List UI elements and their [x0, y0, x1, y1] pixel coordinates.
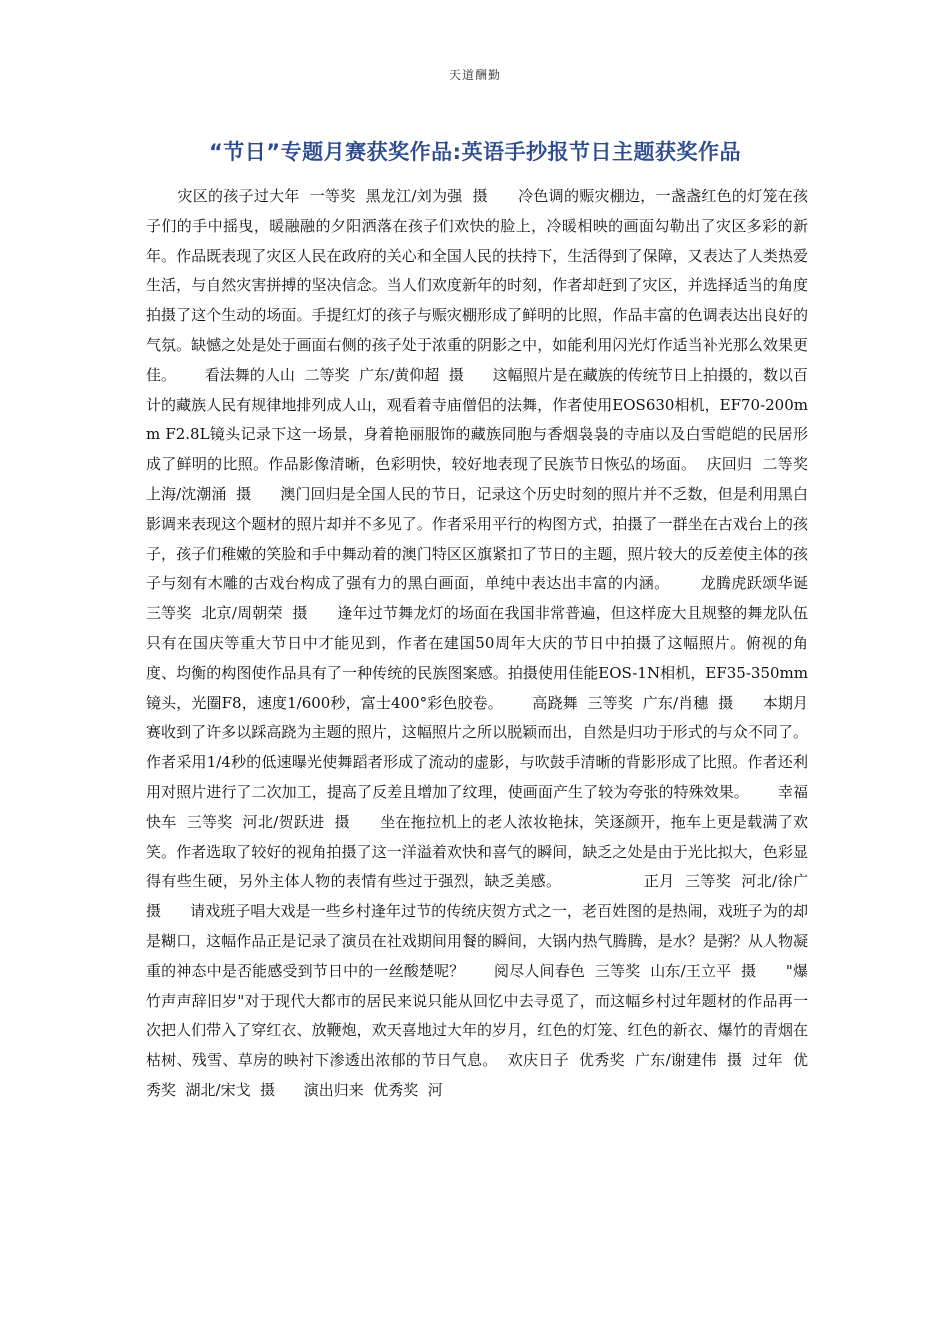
document-body-paragraph: 灾区的孩子过大年 一等奖 黑龙江/刘为强 摄 冷色调的赈灾棚边，一盏盏红色的灯笼在孩子们的手中摇曳，暖融融的夕阳洒落在孩子们欢快的脸上，冷暖相映的画面勾勒出了灾区多彩的新年。作品既表现了灾区人民在政府的关心和全国人民的扶持下，生活得到了保障，又表达了人类热爱生活，与自然灾害拼搏的坚决信念。当人们欢度新年的时刻，作者却赶到了灾区，并选择适当的角度拍摄了这个生动的场面。手提红灯的孩子与赈灾棚形成了鲜明的比照，作品丰富的色调表达出良好的气氛。缺憾之处是处于画面右侧的孩子处于浓重的阴影之中，如能利用闪光灯作适当补光那么效果更佳。 看法舞的人山 二等奖 广东/黄仰超 摄 这幅照片是在藏族的传统节日上拍摄的，数以百计的藏族人民有规律地排列成人山，观看着寺庙僧侣的法舞，作者使用EOS630相机，EF70-200mm F2.8L镜头记录下这一场景，身着艳丽服饰的藏族同胞与香烟袅袅的寺庙以及白雪皑皑的民居形成了鲜明的比照。作品影像清晰，色彩明快，较好地表现了民族节日恢弘的场面。 庆回归 二等奖 上海/沈潮涌 摄 澳门回归是全国人民的节日，记录这个历史时刻的照片并不乏数，但是利用黑白影调来表现这个题材的照片却并不多见了。作者采用平行的构图方式，拍摄了一群坐在古戏台上的孩子，孩子们稚嫩的笑脸和手中舞动着的澳门特区区旗紧扣了节日的主题，照片较大的反差使主体的孩子与刻有木雕的古戏台构成了强有力的黑白画面，单纯中表达出丰富的内涵。 龙腾虎跃颂华诞 三等奖 北京/周朝荣 摄 逢年过节舞龙灯的场面在我国非常普遍，但这样庞大且规整的舞龙队伍只有在国庆等重大节日中才能见到，作者在建国50周年大庆的节日中拍摄了这幅照片。俯视的角度、均衡的构图使作品具有了一种传统的民族图案感。拍摄使用佳能EOS-1N相机，EF35-350mm镜头，光圈F8，速度1/600秒，富士400°彩色胶卷。 高跷舞 三等奖 广东/肖穗 摄 本期月赛收到了许多以踩高跷为主题的照片，这幅照片之所以脱颖而出，自然是归功于形式的与众不同了。作者采用1/4秒的低速曝光使舞蹈者形成了流动的虚影，与吹鼓手清晰的背影形成了比照。作者还利用对照片进行了二次加工，提高了反差且增加了纹理，使画面产生了较为夸张的特殊效果。 幸福快车 三等奖 河北/贺跃进 摄 坐在拖拉机上的老人浓妆艳抹，笑逐颜开，拖车上更是载满了欢笑。作者选取了较好的视角拍摄了这一洋溢着欢快和喜气的瞬间，缺乏之处是由于光比拟大，色彩显得有些生硬，另外主体人物的表情有些过于强烈，缺乏美感。 正月 三等奖 河北/徐广 摄 请戏班子唱大戏是一些乡村逢年过节的传统庆贺方式之一，老百姓图的是热闹，戏班子为的却是糊口，这幅作品正是记录了演员在社戏期间用餐的瞬间，大锅内热气腾腾，是水？是粥？从人物凝重的神态中是否能感受到节日中的一丝酸楚呢？ 阅尽人间春色 三等奖 山东/王立平 摄 "爆竹声声辞旧岁"对于现代大都市的居民来说只能从回忆中去寻觅了，而这幅乡村过年题材的作品再一次把人们带入了穿红衣、放鞭炮，欢天喜地过大年的岁月，红色的灯笼、红色的新衣、爆竹的青烟在枯树、残雪、草房的映衬下渗透出浓郁的节日气息。 欢庆日子 优秀奖 广东/谢建伟 摄 过年 优秀奖 湖北/宋戈 摄 演出归来 优秀奖 河 — [146, 187, 818, 1099]
document-title: “节日”专题月赛获奖作品:英语手抄报节日主题获奖作品 — [209, 140, 741, 164]
header-watermark-text: 天道酬勤 — [448, 68, 501, 82]
